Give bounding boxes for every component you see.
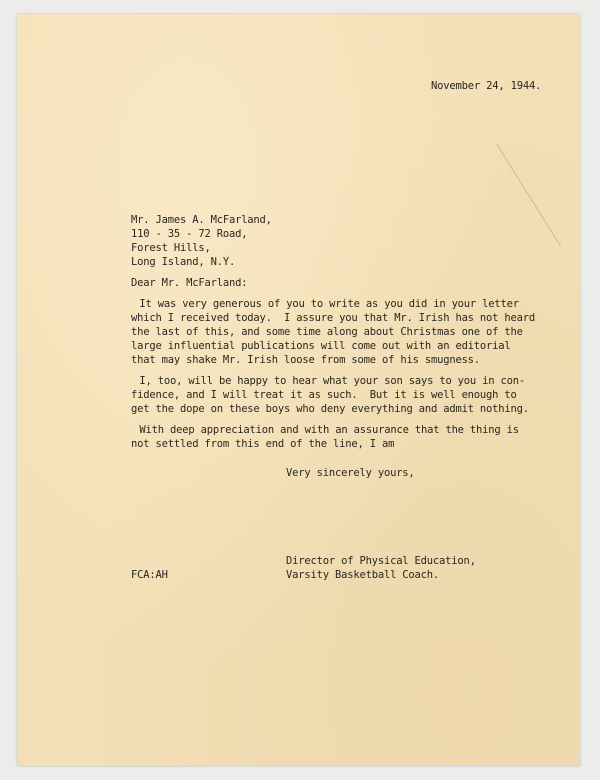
paragraph-2-line-2: fidence, and I will treat it as such. But it is well enough to (131, 389, 517, 401)
paper-crease (497, 144, 561, 246)
recipient-street: 110 - 35 - 72 Road, (131, 228, 248, 240)
recipient-city: Forest Hills, (131, 242, 211, 254)
paragraph-1-line-2: which I received today. I assure you that Mr. Irish has not heard (131, 312, 536, 324)
typist-initials: FCA:AH (131, 569, 168, 581)
paragraph-3-line-1: With deep appreciation and with an assurance that the thing is (121, 424, 519, 436)
recipient-state: Long Island, N.Y. (131, 256, 236, 268)
paragraph-2-line-3: get the dope on these boys who deny everything and admit nothing. (131, 403, 529, 415)
salutation: Dear Mr. McFarland: (131, 277, 248, 289)
signature-title-2: Varsity Basketball Coach. (286, 569, 440, 581)
letter-date: November 24, 1944. (431, 80, 542, 92)
paragraph-1-line-5: that may shake Mr. Irish loose from some of his smugness. (131, 354, 480, 366)
paragraph-1-line-4: large influential publications will come out with an editorial (131, 340, 511, 352)
signature-title-1: Director of Physical Education, (286, 555, 476, 567)
paragraph-1-line-3: the last of this, and some time along about Christmas one of the (131, 326, 523, 338)
paragraph-2-line-1: I, too, will be happy to hear what your son says to you in con- (121, 375, 526, 387)
closing: Very sincerely yours, (286, 467, 415, 479)
paragraph-3-line-2: not settled from this end of the line, I am (131, 438, 395, 450)
paragraph-1-line-1: It was very generous of you to write as you did in your letter (121, 298, 519, 310)
recipient-name: Mr. James A. McFarland, (131, 214, 272, 226)
